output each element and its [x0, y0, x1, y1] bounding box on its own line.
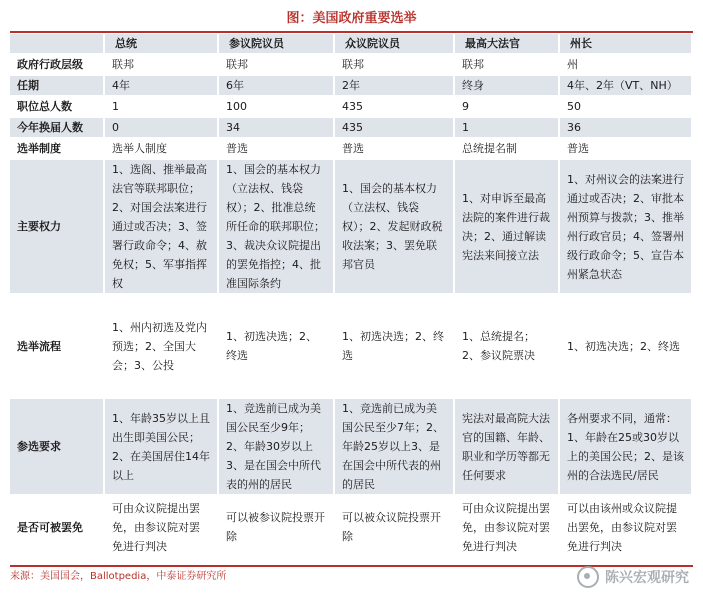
column-header: 州长 [560, 34, 693, 55]
table-cell: 可由众议院提出罢免，由参议院对罢免进行判决 [455, 496, 560, 560]
table-title: 图：美国政府重要选举 [286, 11, 417, 26]
header-corner [10, 34, 105, 55]
row-header: 主要权力 [10, 160, 105, 295]
table-cell: 可以由该州或众议院提出罢免，由参议院对罢免进行判决 [560, 496, 693, 560]
table-cell: 1、对申诉至最高法院的案件进行裁决；2、通过解读宪法来间接立法 [455, 160, 560, 295]
table-cell: 联邦 [219, 55, 335, 76]
table-cell: 1、国会的基本权力（立法权、钱袋权）；2、发起财政税收法案；3、罢免联邦官员 [335, 160, 455, 295]
table-cell: 总统提名制 [455, 139, 560, 160]
table-cell: 1、总统提名；2、参议院票决 [455, 295, 560, 399]
row-header: 选举制度 [10, 139, 105, 160]
table-cell: 4年 [105, 76, 219, 97]
table-row [10, 55, 693, 76]
table-cell: 普选 [560, 139, 693, 160]
table-cell: 435 [335, 118, 455, 139]
table-cell: 50 [560, 97, 693, 118]
row-header: 选举流程 [10, 295, 105, 399]
row-header: 职位总人数 [10, 97, 105, 118]
table-cell: 1、竞选前已成为美国公民至少9年；2、年龄30岁以上3、是在国会中所代表的州的居民 [219, 399, 335, 496]
elections-table [10, 34, 693, 560]
row-header: 是否可被罢免 [10, 496, 105, 560]
table-row [10, 399, 693, 496]
table-row [10, 295, 693, 399]
table-cell: 联邦 [455, 55, 560, 76]
row-header: 参选要求 [10, 399, 105, 496]
column-header: 众议院议员 [335, 34, 455, 55]
row-header: 今年换届人数 [10, 118, 105, 139]
table-cell: 选举人制度 [105, 139, 219, 160]
table-cell: 100 [219, 97, 335, 118]
source-note: 来源：美国国会，Ballotpedia，中泰证券研究所 [10, 571, 227, 582]
table-cell: 0 [105, 118, 219, 139]
table-cell: 普选 [219, 139, 335, 160]
table-cell: 1、年龄35岁以上且出生即美国公民；2、在美国居住14年以上 [105, 399, 219, 496]
table-cell: 各州要求不同，通常：1、年龄在25或30岁以上的美国公民；2、是该州的合法选民/居民 [560, 399, 693, 496]
table-cell: 36 [560, 118, 693, 139]
table-cell: 1、初选决选；2、终选 [219, 295, 335, 399]
column-header: 最高大法官 [455, 34, 560, 55]
table-cell: 1、对州议会的法案进行通过或否决；2、审批本州预算与拨款；3、推举州行政官员；4、签署州级行政命令；5、宣告本州紧急状态 [560, 160, 693, 295]
table-cell: 2年 [335, 76, 455, 97]
table-cell: 可以被众议院投票开除 [335, 496, 455, 560]
table-cell: 联邦 [105, 55, 219, 76]
table-cell: 1、初选决选；2、终选 [335, 295, 455, 399]
table-row [10, 160, 693, 295]
title-rule [10, 31, 693, 33]
table-cell: 1、州内初选及党内预选；2、全国大会；3、公投 [105, 295, 219, 399]
table-row [10, 97, 693, 118]
watermark [577, 566, 689, 588]
table-row [10, 496, 693, 560]
table-cell: 宪法对最高院大法官的国籍、年龄、职业和学历等都无任何要求 [455, 399, 560, 496]
table-cell: 联邦 [335, 55, 455, 76]
row-header: 任期 [10, 76, 105, 97]
table-cell: 6年 [219, 76, 335, 97]
table-cell: 1 [105, 97, 219, 118]
table-cell: 1、选阁、推举最高法官等联邦职位；2、对国会法案进行通过或否决；3、签署行政命令；4、赦免权；5、军事指挥权 [105, 160, 219, 295]
table-cell: 州 [560, 55, 693, 76]
table-row [10, 139, 693, 160]
header-row [10, 34, 693, 55]
table-cell: 435 [335, 97, 455, 118]
watermark-text: 陈兴宏观研究 [605, 570, 689, 586]
table-cell: 1、国会的基本权力（立法权、钱袋权）；2、批准总统所任命的联邦职位；3、裁决众议院提出的罢免指控；4、批准国际条约 [219, 160, 335, 295]
table-cell: 1 [455, 118, 560, 139]
column-header: 总统 [105, 34, 219, 55]
table-cell: 1、竞选前已成为美国公民至少7年；2、年龄25岁以上3、是在国会中所代表的州的居民 [335, 399, 455, 496]
table-cell: 可以被参议院投票开除 [219, 496, 335, 560]
table-cell: 1、初选决选；2、终选 [560, 295, 693, 399]
table-cell: 终身 [455, 76, 560, 97]
table-cell: 可由众议院提出罢免，由参议院对罢免进行判决 [105, 496, 219, 560]
table-cell: 普选 [335, 139, 455, 160]
table-cell: 4年、2年（VT、NH） [560, 76, 693, 97]
table-cell: 34 [219, 118, 335, 139]
row-header: 政府行政层级 [10, 55, 105, 76]
table-row [10, 76, 693, 97]
column-header: 参议院议员 [219, 34, 335, 55]
table-row [10, 118, 693, 139]
wechat-icon [577, 566, 599, 588]
table-cell: 9 [455, 97, 560, 118]
